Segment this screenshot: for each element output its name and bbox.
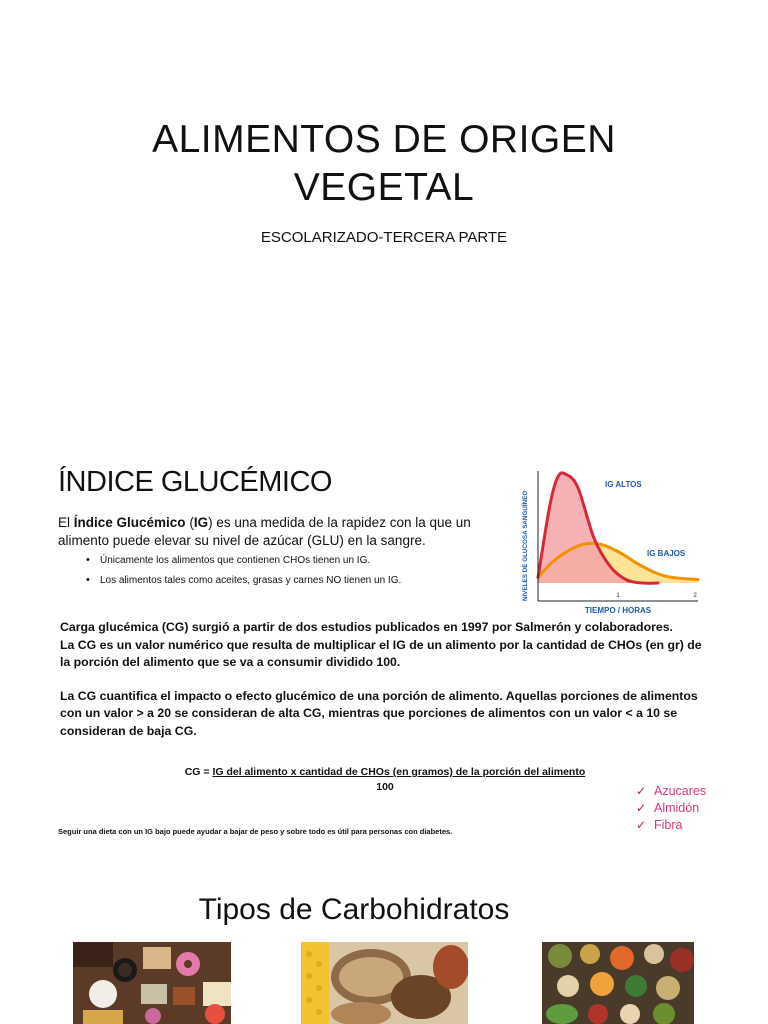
formula-numerator: IG del alimento x cantidad de CHOs (en gramos) de la porción del alimento [212, 766, 586, 778]
y-axis-label: NIVELES DE GLUCOSA SANGUÍNEO [522, 490, 529, 601]
cg-line-1: Carga glucémica (CG) surgió a partir de dos estudios publicados en 1997 por Salmerón y colaboradores. [60, 620, 673, 634]
checklist-label: Azucares [654, 783, 707, 798]
footnote: Seguir una dieta con un IG bajo puede ayudar a bajar de peso y sobre todo es útil para personas con diabetes. [58, 827, 453, 836]
slide-title-line1: ALIMENTOS DE ORIGEN [152, 118, 616, 161]
checklist-label: Fibra [654, 817, 683, 832]
formula-denominator: 100 [376, 781, 394, 793]
list-item: • Los alimentos tales como aceites, grasas y carnes NO tienen un IG. [86, 575, 401, 586]
slide-title [0, 116, 768, 212]
ig-intro-pre: El [58, 515, 74, 530]
starchy-foods-image [301, 942, 468, 1024]
ig-paren: ( [185, 515, 194, 530]
check-icon: ✓ [636, 800, 647, 815]
formula-numerator-row [140, 765, 630, 780]
ig-term: Índice Glucémico [73, 515, 186, 530]
cg-formula [140, 765, 630, 795]
checklist-label: Almidón [654, 800, 700, 815]
ig-bullet-list [86, 555, 401, 595]
cg-line-2: La CG es un valor numérico que resulta de multiplicar el IG de un alimento por la cantidad de CHOs (en gr) de la porción del alimento que se va a consumir dividido 100. [60, 637, 702, 669]
cg-line-3: La CG cuantifica el impacto o efecto glucémico de una porción de alimento. Aquellas porciones de alimentos con un valor > a 20 se consideran de alta CG, mientras que porciones de alimentos con un valor < a 10 se consideran de baja CG. [60, 688, 698, 738]
ig-definition [58, 514, 503, 550]
cg-paragraph-2 [60, 688, 710, 741]
cg-explanation [60, 619, 710, 740]
cg-paragraph-1 [60, 619, 710, 672]
section-heading-carb-types: Tipos de Carbohidratos [198, 893, 510, 926]
legend-ig-altos: IG ALTOS [605, 480, 642, 489]
sugary-foods-image [73, 942, 231, 1024]
check-icon: ✓ [636, 783, 647, 798]
x-axis-label: TIEMPO / HORAS [584, 606, 652, 615]
check-icon: ✓ [636, 817, 647, 832]
slide-title-line2: VEGETAL [293, 166, 475, 209]
section-heading-ig: ÍNDICE GLUCÉMICO [58, 466, 332, 498]
legend-ig-bajos: IG BAJOS [647, 549, 686, 558]
list-item: • Únicamente los alimentos que contienen CHOs tienen un IG. [86, 555, 401, 566]
list-item [636, 816, 706, 833]
ig-abbr: IG [193, 515, 209, 530]
list-item [636, 799, 706, 816]
slide-subtitle: ESCOLARIZADO-TERCERA PARTE [260, 229, 508, 246]
glycemic-index-chart [514, 463, 702, 618]
ig-intro-rest: ) es una medida de la rapidez con la que un alimento puede elevar su nivel de azúcar (GLU) en la sangre. [58, 515, 471, 548]
carb-checklist [636, 782, 706, 833]
x-tick-2: 2 [693, 592, 697, 599]
fiber-foods-image [542, 942, 694, 1024]
formula-lhs: CG = [184, 766, 213, 778]
x-tick-1: 1 [616, 592, 620, 599]
list-item [636, 782, 706, 799]
